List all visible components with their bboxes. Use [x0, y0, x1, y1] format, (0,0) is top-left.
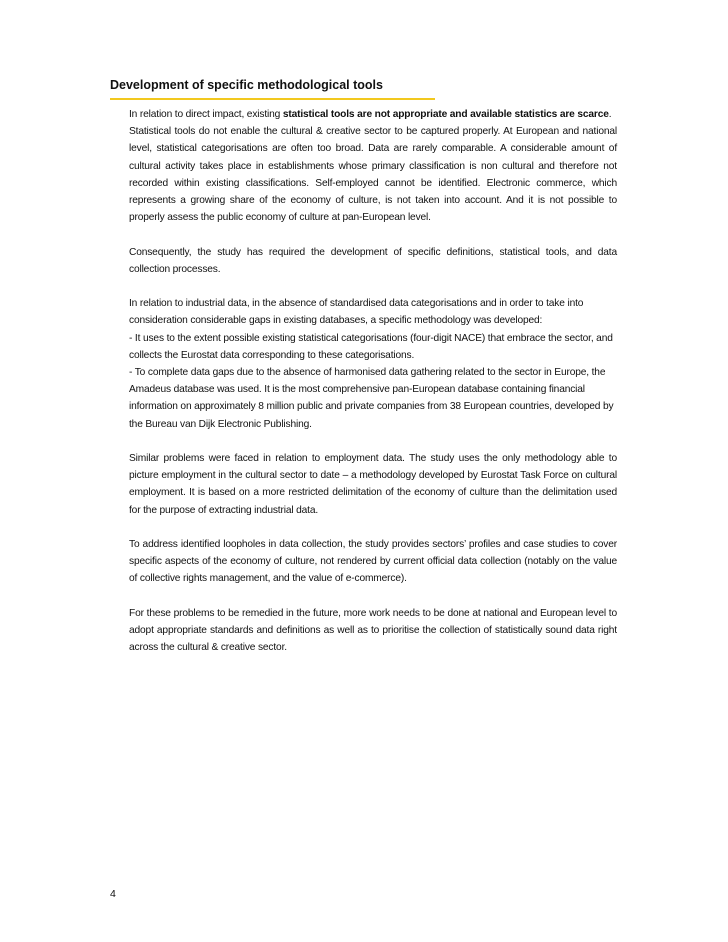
- section-heading: Development of specific methodological tools: [110, 78, 383, 92]
- paragraph-intro: In relation to direct impact, existing: [129, 109, 283, 120]
- paragraph-loopholes: To address identified loopholes in data collection, the study provides sectors’ profiles and case studies to cover specific aspects of the economy of culture, not rendered by current official data collection (notably on the value of collective rights management, and the value of e-commerce).: [129, 539, 617, 585]
- paragraph-body: Statistical tools do not enable the cultural & creative sector to be captured properly. At European and national level, statistical categorisations are often too broad. Data are rarely comparable. A considerable amount of cultural activity takes place in establishments whose primary classification is non cultural and therefore not recorded within existing classifications. Self-employed cannot be identified. Electronic commerce, which represents a growing share of the economy of culture, is not taken into account. And it is not possible to properly assess the public economy of culture at pan-European level.: [129, 126, 617, 224]
- paragraph-emphasis: statistical tools are not appropriate and available statistics are scarce: [282, 109, 609, 120]
- heading-underline: [110, 98, 435, 100]
- body-text: [129, 106, 617, 674]
- paragraph-future-work: For these problems to be remedied in the future, more work needs to be done at national and European level to adopt appropriate standards and definitions as well as to prioritise the collection of statistically sound data right across the cultural & creative sector.: [129, 607, 617, 654]
- paragraph-consequently: Consequently, the study has required the development of specific definitions, statistical tools, and data collection processes.: [129, 246, 617, 275]
- section-heading-block: [110, 77, 435, 100]
- paragraph-statistical-tools: [129, 106, 617, 226]
- list-item-amadeus: - To complete data gaps due to the absence of harmonised data gathering related to the sector in Europe, the Amadeus database was used. It is the most comprehensive pan-European database containing financial information on approximately 8 million public and private companies from 38 European countries, developed by the Bureau van Dijk Electronic Publishing.: [129, 367, 614, 430]
- paragraph-intro-line: [129, 106, 617, 123]
- paragraph-intro-tail: .: [608, 109, 612, 120]
- paragraph-industrial-data: [129, 295, 617, 433]
- paragraph-industrial-intro: In relation to industrial data, in the absence of standardised data categorisations and in order to take into consideration considerable gaps in existing databases, a specific methodology was developed:: [129, 298, 584, 327]
- paragraph-employment-data: Similar problems were faced in relation to employment data. The study uses the only methodology able to picture employment in the cultural sector to date – a methodology developed by Eurostat Task Force on cultural employment. It is based on a more restricted delimitation of the economy of culture than the delimitation used for the purpose of extracting industrial data.: [129, 453, 617, 516]
- page-number: 4: [110, 888, 116, 900]
- list-item-nace: - It uses to the extent possible existing statistical categorisations (four-digit NACE) that embrace the sector, and collects the Eurostat data corresponding to these categorisations.: [129, 332, 613, 361]
